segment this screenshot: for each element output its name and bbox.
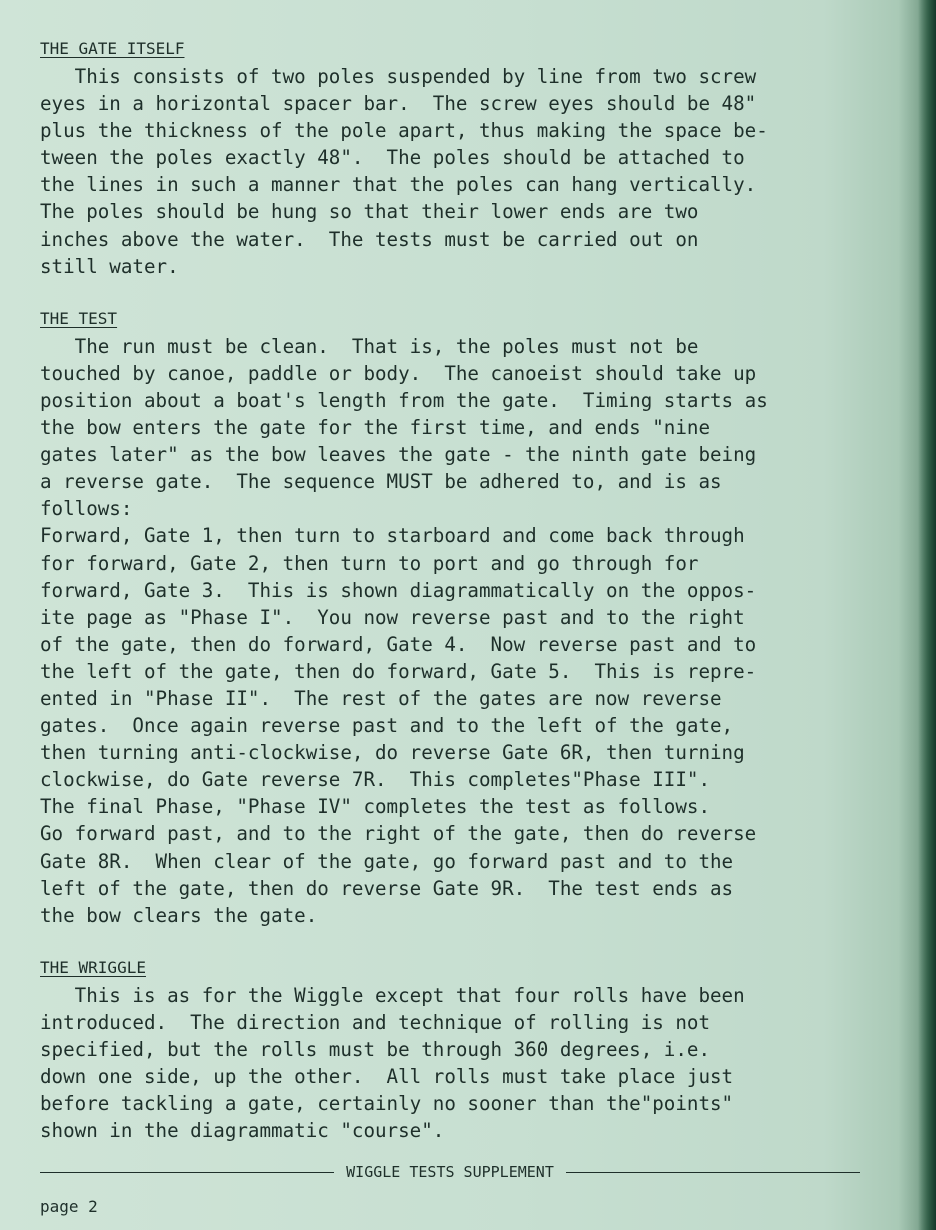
page-edge-shadow [918, 0, 936, 1230]
text-line: shown in the diagrammatic "course". [40, 1119, 445, 1143]
text-line: ented in "Phase II". The rest of the gates are now reverse [40, 686, 722, 710]
divider-line-left [40, 1172, 334, 1173]
text-line: the bow enters the gate for the first time, and ends "nine [40, 416, 711, 440]
text-line: for forward, Gate 2, then turn to port and go through for [40, 551, 699, 575]
text-line: forward, Gate 3. This is shown diagrammatically on the oppos- [40, 578, 757, 602]
text-line: introduced. The direction and technique of rolling is not [40, 1010, 711, 1034]
text-line: gates later" as the bow leaves the gate - the ninth gate being [40, 443, 757, 467]
text-line: then turning anti-clockwise, do reverse Gate 6R, then turning [40, 741, 745, 765]
paragraph [40, 333, 900, 929]
document-body [40, 38, 900, 1172]
text-line: The final Phase, "Phase IV" completes the test as follows. [40, 795, 711, 819]
section-test [40, 308, 900, 929]
page-number: page 2 [40, 1197, 98, 1216]
text-line: specified, but the rolls must be through 360 degrees, i.e. [40, 1038, 711, 1061]
footer-title: WIGGLE TESTS SUPPLEMENT [346, 1163, 554, 1181]
text-line: Forward, Gate 1, then turn to starboard and come back through [40, 524, 745, 548]
text-line: before tackling a gate, certainly no sooner than the"points" [40, 1092, 734, 1116]
text-line: The poles should be hung so that their lower ends are two [40, 200, 699, 224]
text-line: This consists of two poles suspended by line from two screw [40, 65, 757, 88]
text-line: Gate 8R. When clear of the gate, go forward past and to the [40, 849, 734, 873]
text-line: The run must be clean. That is, the poles must not be [40, 334, 699, 358]
text-line: the lines in such a manner that the poles can hang vertically. [40, 173, 757, 197]
text-line: the bow clears the gate. [40, 903, 318, 927]
text-line: of the gate, then do forward, Gate 4. Now reverse past and to [40, 632, 757, 656]
text-line: down one side, up the other. All rolls must take place just [40, 1065, 734, 1089]
section-gate-itself [40, 38, 900, 280]
text-line: gates. Once again reverse past and to the left of the gate, [40, 714, 734, 738]
text-line: touched by canoe, paddle or body. The canoeist should take up [40, 361, 757, 385]
text-line: tween the poles exactly 48". The poles should be attached to [40, 146, 745, 170]
text-line: eyes in a horizontal spacer bar. The screw eyes should be 48" [40, 92, 757, 116]
text-line: clockwise, do Gate reverse 7R. This completes"Phase III". [40, 768, 711, 792]
text-line: plus the thickness of the pole apart, thus making the space be- [40, 119, 768, 143]
text-line: still water. [40, 254, 179, 278]
paragraph [40, 982, 900, 1145]
section-wriggle [40, 957, 900, 1145]
section-heading: THE GATE ITSELF [40, 39, 185, 58]
footer-divider [40, 1160, 860, 1184]
text-line: This is as for the Wiggle except that four rolls have been [40, 983, 745, 1007]
text-line: the left of the gate, then do forward, Gate 5. This is repre- [40, 659, 757, 683]
text-line: follows: [40, 497, 133, 521]
text-line: a reverse gate. The sequence MUST be adhered to, and is as [40, 470, 722, 494]
section-heading: THE WRIGGLE [40, 957, 146, 977]
text-line: ite page as "Phase I". You now reverse past and to the right [40, 605, 745, 629]
text-line: left of the gate, then do reverse Gate 9R. The test ends as [40, 876, 734, 900]
text-line: position about a boat's length from the gate. Timing starts as [40, 388, 768, 412]
text-line: inches above the water. The tests must be carried out on [40, 227, 699, 251]
paragraph [40, 63, 900, 280]
text-line: Go forward past, and to the right of the gate, then do reverse [40, 822, 757, 846]
divider-line-right [566, 1172, 860, 1173]
section-heading: THE TEST [40, 308, 118, 328]
